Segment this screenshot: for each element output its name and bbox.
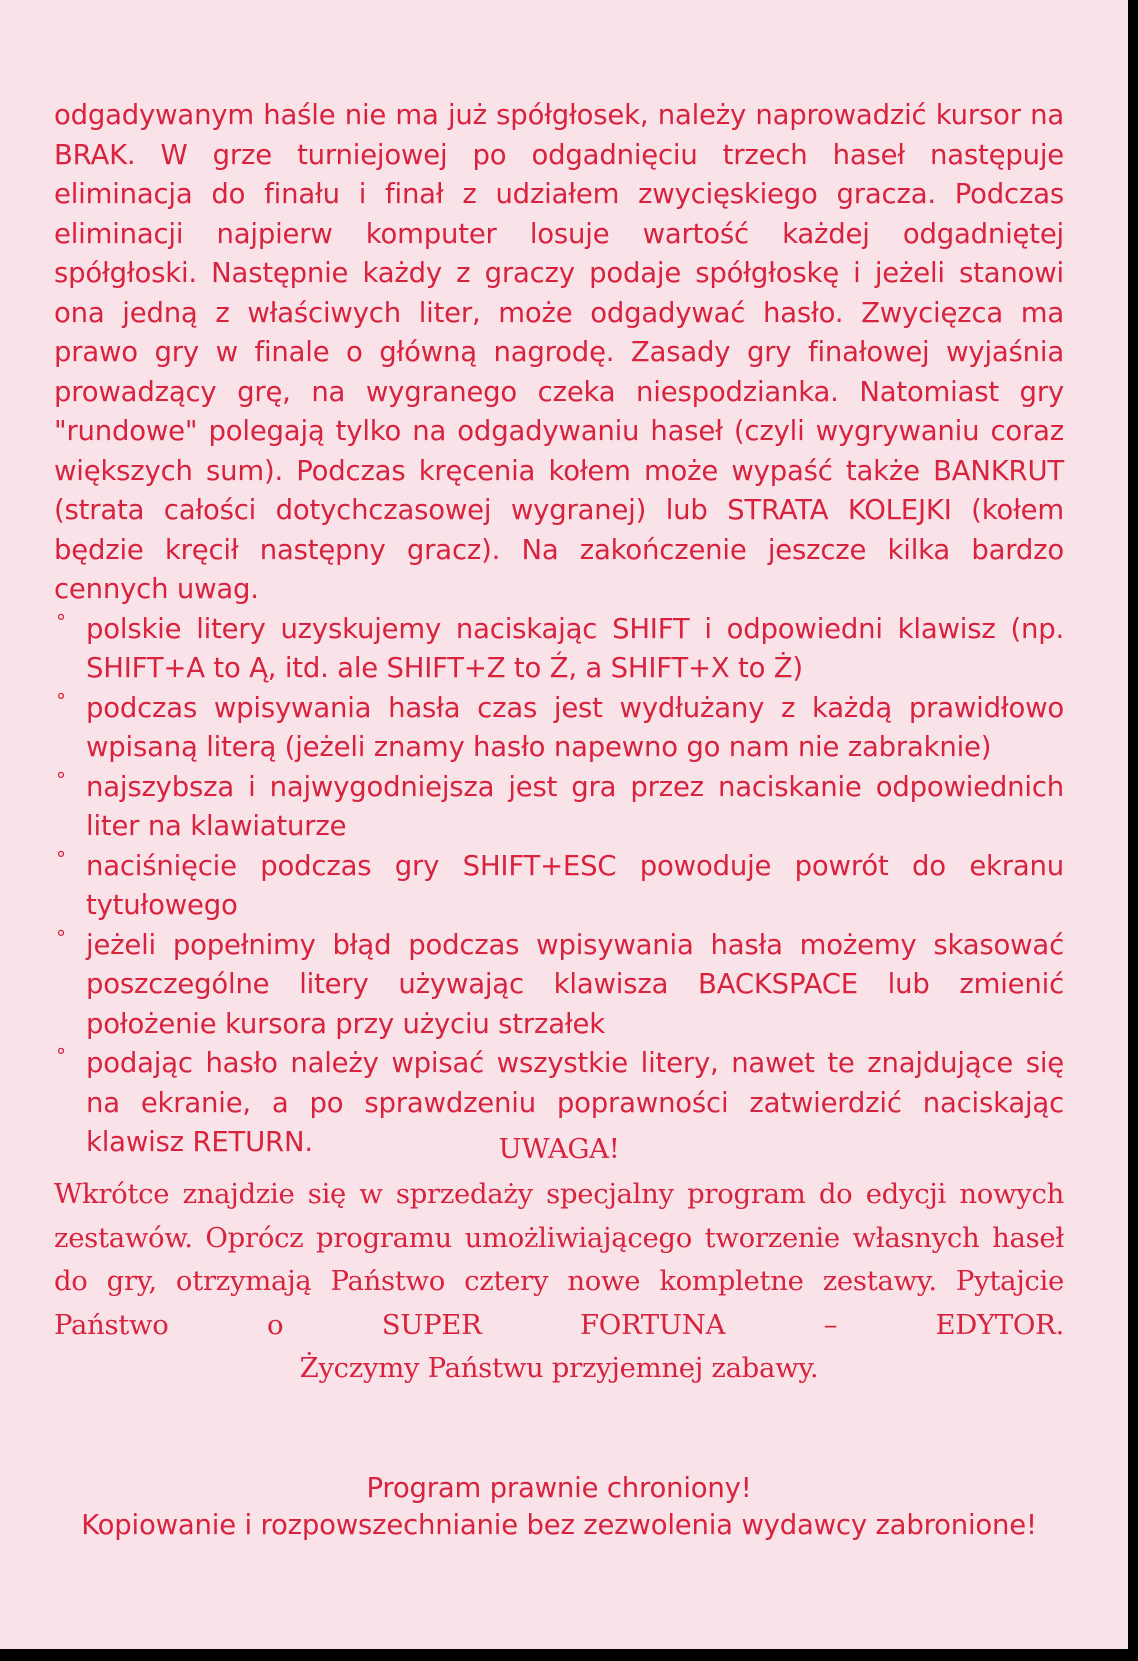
intro-paragraph: odgadywanym haśle nie ma już spółgłosek, należy naprowadzić kursor na BRAK. W grze turniejowej po odgadnięciu trzech haseł następuje eliminacja do finału i finał z udziałem zwycięskiego gracza. Podczas eliminacji najpierw komputer losuje wartość każdej odgadniętej spółgłoski. Następnie każdy z graczy podaje spółgłoskę i jeżeli stanowi ona jedną z właściwych liter, może odgadywać hasło. Zwycięzca ma prawo gry w finale o główną nagrodę. Zasady gry finałowej wyjaśnia prowadzący grę, na wygranego czeka niespodzianka. Natomiast gry "rundowe" polegają tylko na odgadywaniu haseł (czyli wygrywaniu coraz większych sum). Podczas kręcenia kołem może wypaść także BANKRUT (strata całości dotychczasowej wygranej) lub STRATA KOLEJKI (kołem będzie kręcił następny gracz). Na zakończenie jeszcze kilka bardzo cennych uwag. [54,99,1064,605]
copying-notice: Kopiowanie i rozpowszechnianie bez zezwolenia wydawcy zabronione! [81,1509,1037,1541]
scan-edge-bottom [0,1649,1138,1661]
list-item [54,926,1064,1045]
list-item-text: podając hasło należy wpisać wszystkie litery, nawet te znajdujące się na ekranie, a po sprawdzeniu poprawności zatwierdzić naciskając klawisz RETURN. [86,1047,1064,1158]
wishes-line: Życzymy Państwu przyjemnej zabawy. [299,1352,819,1384]
bullet-icon: ° [56,688,66,713]
uwaga-heading: UWAGA! [498,1133,620,1165]
notice-section [54,1128,1064,1391]
copyright-footer [54,1470,1064,1544]
list-item [54,689,1064,768]
list-item [54,847,1064,926]
tips-list [54,610,1064,1163]
instructions-body [54,96,1064,1163]
bullet-icon: ° [56,609,66,634]
list-item-text: podczas wpisywania hasła czas jest wydłużany z każdą prawidłowo wpisaną literą (jeżeli znamy hasło napewno go nam nie zabraknie) [86,691,1064,763]
list-item-text: naciśnięcie podczas gry SHIFT+ESC powoduje powrót do ekranu tytułowego [86,849,1064,921]
list-item [54,768,1064,847]
notice-paragraph: Wkrótce znajdzie się w sprzedaży specjalny program do edycji nowych zestawów. Oprócz programu umożliwiającego tworzenie własnych haseł do gry, otrzymają Państwo cztery nowe kompletne zestawy. Pytajcie Państwo o SUPER FORTUNA – EDYTOR. [54,1178,1064,1341]
bullet-icon: ° [56,925,66,950]
bullet-icon: ° [56,767,66,792]
protected-notice: Program prawnie chroniony! [366,1472,752,1504]
list-item [54,610,1064,689]
scan-edge-right [1128,0,1138,1661]
list-item-text: polskie litery uzyskujemy naciskając SHIFT i odpowiedni klawisz (np. SHIFT+A to Ą, itd. ale SHIFT+Z to Ź, a SHIFT+X to Ż) [86,612,1064,684]
bullet-icon: ° [56,846,66,871]
bullet-icon: ° [56,1044,66,1068]
list-item-text: jeżeli popełnimy błąd podczas wpisywania hasła możemy skasować poszczególne litery używając klawisza BACKSPACE lub zmienić położenie kursora przy użyciu strzałek [86,928,1064,1040]
list-item-text: najszybsza i najwygodniejsza jest gra przez naciskanie odpowiednich liter na klawiaturze [86,770,1064,842]
